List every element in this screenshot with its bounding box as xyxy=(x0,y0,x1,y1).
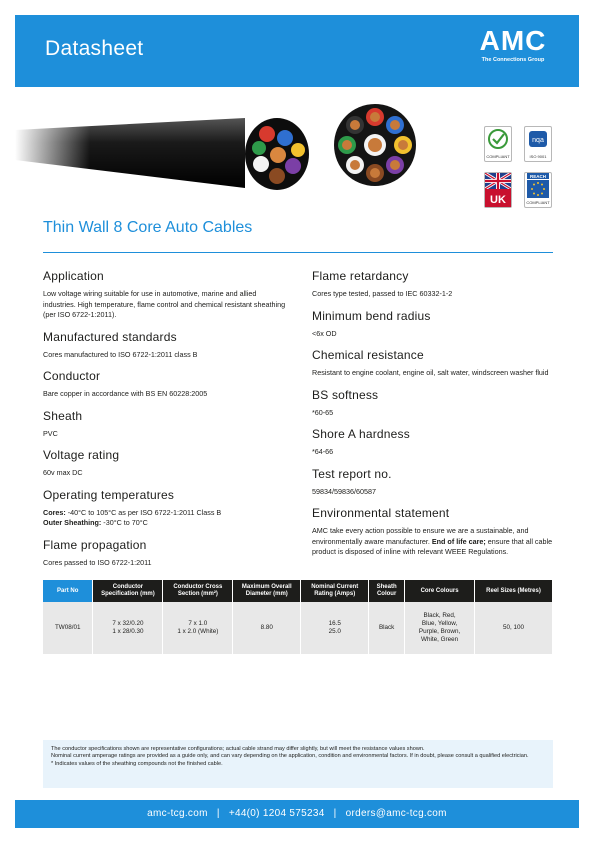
spec-heading: Manufactured standards xyxy=(43,329,177,344)
note-asterisk: * Indicates values of the sheathing compounds not the finished cable. xyxy=(51,760,223,767)
footer-separator: | xyxy=(216,808,220,819)
spec-shore-a-hardness xyxy=(312,427,557,458)
eu-stars-icon xyxy=(525,173,551,201)
spec-environmental-statement xyxy=(312,506,557,558)
spec-text xyxy=(312,526,557,558)
current-rating-line: 16.5 xyxy=(328,620,341,627)
rohs-caption: COMPLIANT xyxy=(486,154,510,159)
outer-sheathing-temperature-line xyxy=(43,518,288,529)
ukca-badge xyxy=(484,172,512,208)
spec-bs-softness xyxy=(312,388,557,419)
spec-text: 60v max DC xyxy=(43,468,83,477)
header-reel-sizes: Reel Sizes (Metres) xyxy=(475,580,553,602)
logo-subtitle: The Connections Group xyxy=(481,57,545,63)
spec-text xyxy=(43,508,288,529)
cell-part-no: TW08/01 xyxy=(43,602,93,654)
header-sheath-colour: Sheath Colour xyxy=(369,580,405,602)
spec-text: Resistant to engine coolant, engine oil, salt water, windscreen washer fluid xyxy=(312,368,549,377)
cores-temperature-line xyxy=(43,508,288,519)
end-of-life-care-label: End of life care; xyxy=(431,536,486,546)
spec-chemical-resistance xyxy=(312,348,557,379)
header-max-diameter: Maximum Overall Diameter (mm) xyxy=(233,580,301,602)
header-core-colours: Core Colours xyxy=(405,580,475,602)
product-title: Thin Wall 8 Core Auto Cables xyxy=(43,219,253,236)
conductor-spec-line: 1 x 28/0.30 xyxy=(112,628,144,635)
spec-text: 59834/59836/60587 xyxy=(312,486,376,496)
product-image xyxy=(15,100,460,200)
spec-minimum-bend-radius xyxy=(312,309,557,340)
note-conductor-spec: The conductor specifications shown are representative configurations; actual cable strand may differ slightly, but will meet the resistance values shown. xyxy=(51,746,425,752)
spec-flame-propagation xyxy=(43,538,288,569)
cores-value: -40°C to 105°C as per ISO 6722-1:2011 Class B xyxy=(65,507,222,517)
header-cross-section: Conductor Cross Section (mm²) xyxy=(163,580,233,602)
spec-text: PVC xyxy=(43,428,58,438)
email-link[interactable]: orders@amc-tcg.com xyxy=(345,808,447,819)
spec-heading: Test report no. xyxy=(312,466,392,481)
spec-heading: BS softness xyxy=(312,387,379,402)
outer-sheathing-label: Outer Sheathing: xyxy=(43,518,102,527)
environmental-text-b: ensure that all cable product is disposed of inline with relevant WEEE Regulations. xyxy=(312,536,553,556)
nqa-logo-icon xyxy=(525,127,551,151)
spec-heading: Sheath xyxy=(43,408,83,423)
spec-text: *64-66 xyxy=(312,447,334,456)
header-current-rating: Nominal Current Rating (Amps) xyxy=(301,580,369,602)
core-colours-line: Purple, Brown, xyxy=(418,628,461,635)
amc-logo xyxy=(467,26,559,63)
spec-column-left xyxy=(43,269,288,577)
spec-heading: Chemical resistance xyxy=(312,348,424,362)
rohs-compliant-badge xyxy=(484,126,512,162)
outer-sheathing-value: -30°C to 70°C xyxy=(101,518,148,527)
spec-heading: Operating temperatures xyxy=(43,487,175,502)
spec-flame-retardancy xyxy=(312,269,557,300)
reach-caption: COMPLIANT xyxy=(526,200,550,205)
spec-heading: Application xyxy=(43,269,104,283)
cell-reel-sizes: 50, 100 xyxy=(475,602,553,654)
cell-core-colours xyxy=(405,602,475,654)
spec-text: Bare copper in accordance with BS EN 60228:2005 xyxy=(43,389,208,398)
spec-application xyxy=(43,269,288,321)
spec-test-report-no xyxy=(312,467,557,498)
spec-sheath xyxy=(43,409,288,440)
spec-voltage-rating xyxy=(43,448,288,479)
cell-current-rating xyxy=(301,602,369,654)
spec-column-right xyxy=(312,269,557,567)
uk-flag-icon xyxy=(485,173,511,207)
cross-section-line: 1 x 2.0 (White) xyxy=(177,628,219,635)
spec-heading: Flame retardancy xyxy=(312,269,409,283)
cell-conductor-spec xyxy=(93,602,163,654)
cell-cross-section xyxy=(163,602,233,654)
spec-heading: Flame propagation xyxy=(43,537,147,552)
spec-text: *60-65 xyxy=(312,407,334,417)
spec-heading: Shore A hardness xyxy=(312,427,410,441)
disclaimer-notes xyxy=(43,740,553,788)
rohs-check-icon xyxy=(485,127,511,151)
spec-text: Low voltage wiring suitable for use in automotive, marine and allied industries. High temperature, flame control and chemical resistant sheathing (per ISO 6722-1:2011). xyxy=(43,289,286,319)
footer-separator: | xyxy=(333,808,337,819)
spec-text: Cores passed to ISO 6722-1:2011 xyxy=(43,557,152,567)
header-banner xyxy=(15,15,579,87)
spec-text: <6x OD xyxy=(312,328,337,338)
phone-link[interactable]: +44(0) 1204 575234 xyxy=(228,808,325,819)
cable-cross-section-image xyxy=(333,103,417,187)
spec-heading: Voltage rating xyxy=(43,448,120,462)
note-current-rating: Nominal current amperage ratings are provided as a guide only, and can vary depending on the application, condition and environmental factors. If in doubt, please consult a qualified electrician. xyxy=(51,753,529,760)
table-row xyxy=(43,602,553,654)
core-colours-line: White, Green xyxy=(421,636,459,643)
cell-sheath-colour: Black xyxy=(369,602,405,654)
cable-side-view-image xyxy=(15,100,315,200)
core-colours-line: Blue, Yellow, xyxy=(421,620,458,627)
uk-badge-text: UK xyxy=(490,194,506,206)
spec-heading: Minimum bend radius xyxy=(312,308,431,323)
title-divider xyxy=(43,252,553,253)
spec-manufactured-standards xyxy=(43,330,288,361)
logo-text: AMC xyxy=(479,25,547,56)
reach-compliant-badge xyxy=(524,172,552,208)
current-rating-line: 25.0 xyxy=(328,628,341,635)
cores-label: Cores: xyxy=(43,507,66,517)
header-part-no: Part No xyxy=(43,580,93,602)
website-link[interactable]: amc-tcg.com xyxy=(147,808,208,819)
nqa-logo-text: nqa xyxy=(532,137,544,144)
spec-text: Cores type tested, passed to IEC 60332-1-2 xyxy=(312,289,453,298)
table-header-row xyxy=(43,580,553,602)
spec-operating-temperatures xyxy=(43,488,288,529)
conductor-spec-line: 7 x 32/0.20 xyxy=(112,620,144,627)
core-colours-line: Black, Red, xyxy=(423,612,456,619)
footer-contact-bar xyxy=(15,800,579,828)
nqa-iso9001-badge xyxy=(524,126,552,162)
spec-conductor xyxy=(43,369,288,400)
document-type-title: Datasheet xyxy=(45,37,144,60)
cell-max-diameter: 8.80 xyxy=(233,602,301,654)
header-conductor-spec: Conductor Specification (mm) xyxy=(93,580,163,602)
nqa-caption: ISO 9001 xyxy=(529,154,547,159)
cross-section-line: 7 x 1.0 xyxy=(188,620,208,627)
reach-badge-text: REACH xyxy=(529,174,547,179)
spec-heading: Conductor xyxy=(43,369,101,383)
environmental-text-a: AMC take every action possible to ensure we are a sustainable, and environmentally aware manufacturer. xyxy=(312,526,529,546)
product-spec-table xyxy=(43,580,553,654)
spec-text: Cores manufactured to ISO 6722-1:2011 class B xyxy=(43,349,198,359)
spec-heading: Environmental statement xyxy=(312,506,450,520)
